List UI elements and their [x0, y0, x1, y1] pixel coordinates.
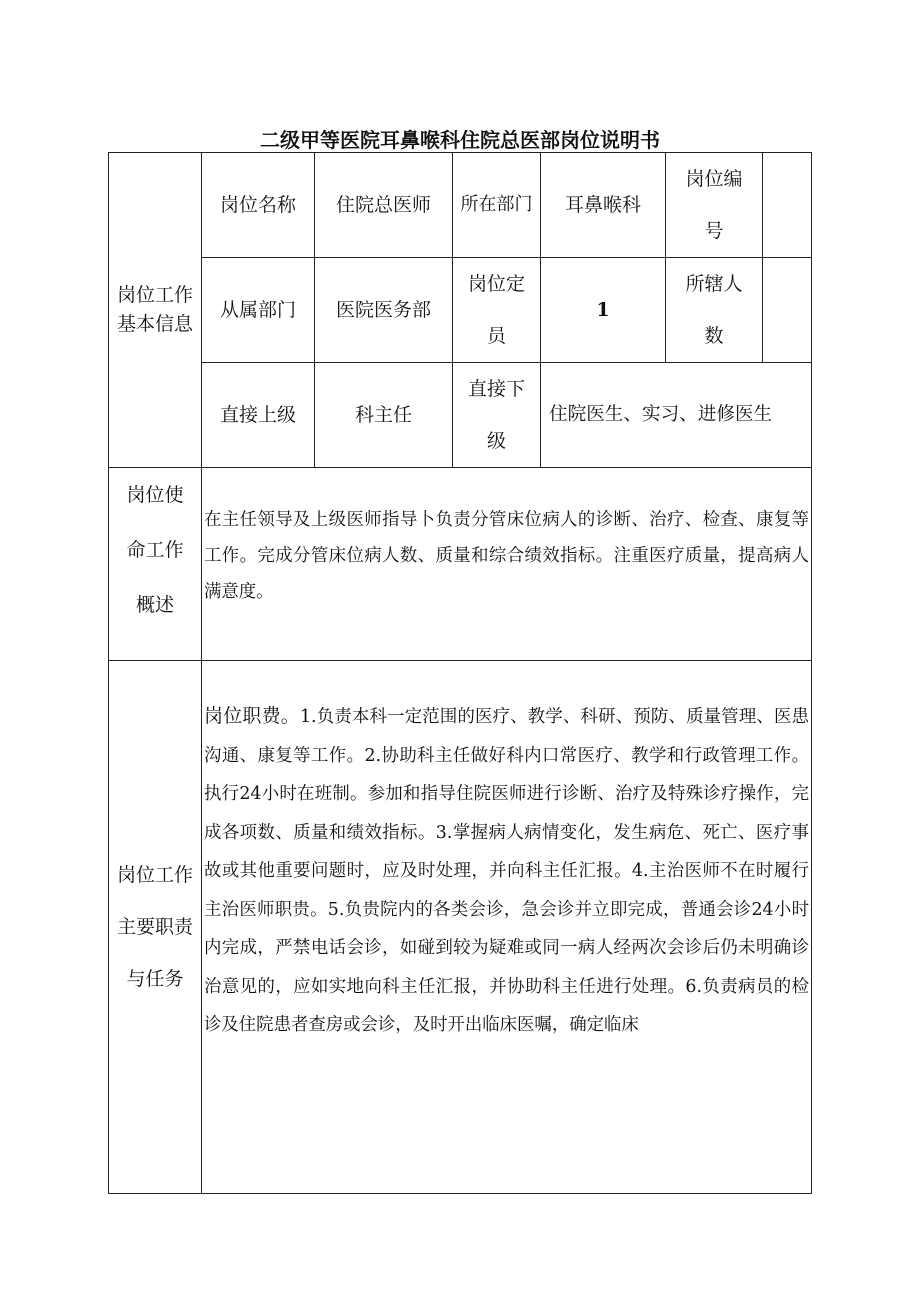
direct-superior-label: 直接上级	[202, 363, 315, 468]
job-description-table	[108, 152, 812, 1194]
subordinates-count-value	[763, 258, 812, 363]
parent-department-value: 医院医务部	[315, 258, 453, 363]
duties-text: 1.负责本科一定范围的医疗、教学、科研、预防、质量管理、医患沟通、康复等工作。2.协助科主任做好科内口常医疗、教学和行政管理工作。执行24小时在班制。参加和指导住院医师进行诊断、治疗及特殊诊疗操作，完成各项数、质量和绩效指标。3.掌握病人病情变化，发生病危、死亡、医疗事故或其他重要问题时，应及时处理，并向科主任汇报。4.主治医师不在时履行主治医师职贵。5.负贵院内的各类会诊，急会诊并立即完成，普通会诊24小时内完成，严禁电话会诊，如碰到较为疑难或同一病人经两次会诊后仍未明确诊治意见的，应如实地向科主任汇报，并协助科主任进行处理。6.负责病员的检诊及住院患者查房或会诊，及时开出临床医嘱，确定临床	[204, 707, 809, 1035]
direct-subordinate-label: 直接下级	[453, 363, 541, 468]
basic-info-row-3	[109, 363, 812, 468]
post-name-label: 岗位名称	[202, 153, 315, 258]
direct-superior-value: 科主任	[315, 363, 453, 468]
basic-info-section-label: 岗位工作基本信息	[109, 153, 202, 468]
mission-text: 在主任领导及上级医师指导卜负责分管床位病人的诊断、治疗、检查、康复等工作。完成分管床位病人数、质量和综合绩效指标。注重医疗质量，提高病人满意度。	[202, 468, 812, 661]
post-number-label: 岗位编号	[666, 153, 763, 258]
basic-info-row-1	[109, 153, 812, 258]
parent-department-label: 从属部门	[202, 258, 315, 363]
duties-content	[202, 661, 812, 1194]
duties-section-label: 岗位工作主要职责与任务	[109, 661, 202, 1194]
document-title: 二级甲等医院耳鼻喉科住院总医部岗位说明书	[260, 128, 660, 152]
duties-heading: 岗位职费。	[204, 705, 300, 727]
mission-row	[109, 468, 812, 661]
direct-subordinate-value: 住院医生、实习、进修医生	[541, 363, 812, 468]
headcount-label: 岗位定员	[453, 258, 541, 363]
department-value: 耳鼻喉科	[541, 153, 666, 258]
mission-label: 岗位使命工作概述	[109, 468, 202, 661]
basic-info-row-2	[109, 258, 812, 363]
headcount-value: 1	[541, 258, 666, 363]
subordinates-count-label: 所辖人数	[666, 258, 763, 363]
department-label: 所在部门	[453, 153, 541, 258]
post-number-value	[763, 153, 812, 258]
duties-row	[109, 661, 812, 1194]
post-name-value: 住院总医师	[315, 153, 453, 258]
